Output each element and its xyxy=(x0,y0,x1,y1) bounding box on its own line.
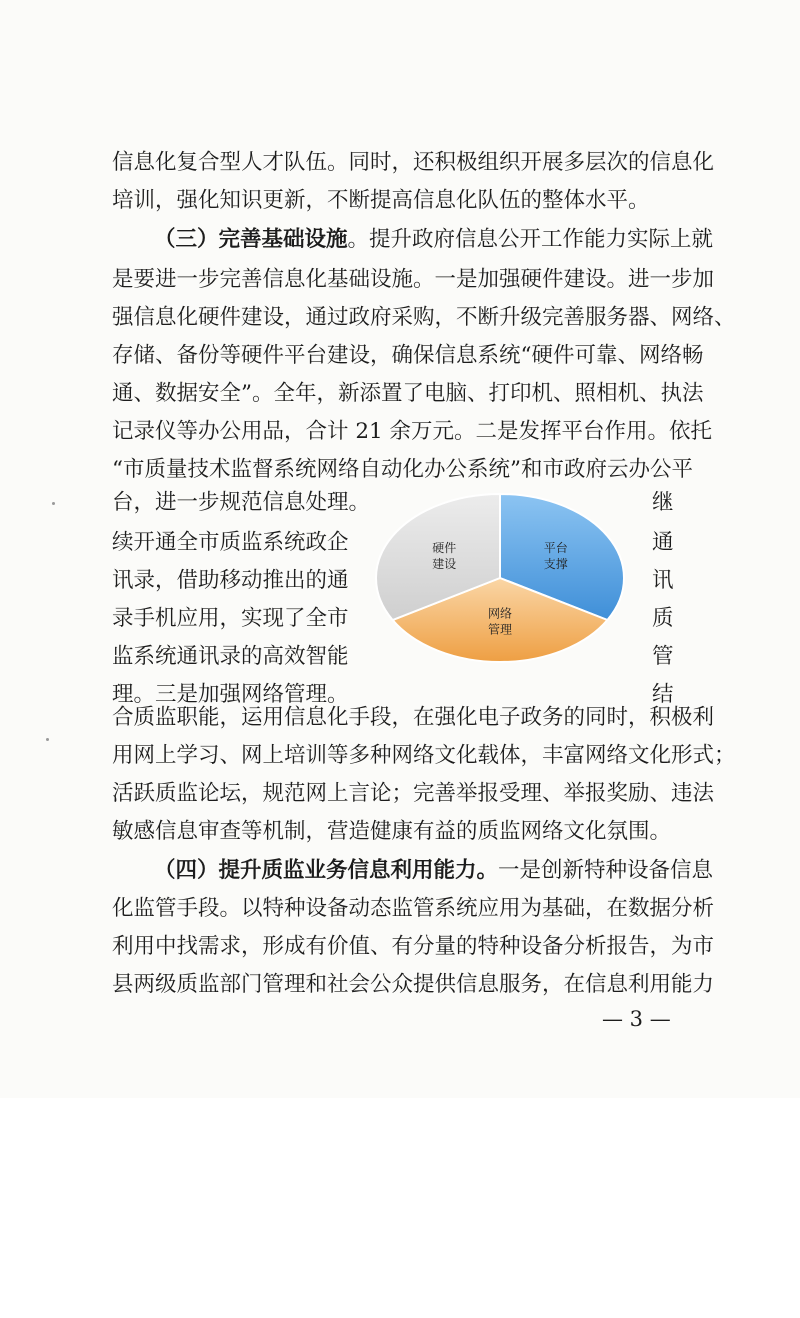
text-line: “市质量技术监督系统网络自动化办公系统”和市政府云办公平 xyxy=(112,457,693,482)
pie-label-platform-2: 支撑 xyxy=(543,557,568,572)
page-number: — 3 — xyxy=(602,1007,671,1031)
text-line: 利用中找需求，形成有价值、有分量的特种设备分析报告，为市 xyxy=(112,934,715,959)
text-line: 培训，强化知识更新，不断提高信息化队伍的整体水平。 xyxy=(112,188,650,213)
text-line: 台，进一步规范信息处理。 xyxy=(112,490,371,515)
side-char: 通 xyxy=(652,530,674,555)
pie-label-network-2: 管理 xyxy=(487,622,513,637)
text-line: 是要进一步完善信息化基础设施。一是加强硬件建设。进一步加 xyxy=(112,267,715,292)
pie-label-hardware-2: 建设 xyxy=(432,557,457,572)
text-line: 理。三是加强网络管理。 xyxy=(112,682,349,707)
side-char: 管 xyxy=(652,644,674,669)
section-three-heading: 完善基础设施 xyxy=(218,227,348,252)
text-line: 录手机应用，实现了全市 xyxy=(112,606,349,631)
pie-label-hardware-1: 硬件 xyxy=(432,541,457,556)
text-line: 讯录，借助移动推出的通 xyxy=(112,568,349,593)
text-line: 通、数据安全”。全年，新添置了电脑、打印机、照相机、执法 xyxy=(112,381,704,406)
text-line: 化监管手段。以特种设备动态监管系统应用为基础，在数据分析 xyxy=(112,896,715,921)
side-char: 继 xyxy=(652,490,674,515)
side-char: 质 xyxy=(652,606,674,631)
section-three-line xyxy=(154,225,714,255)
text-run: 一是创新特种设备信息 xyxy=(498,858,714,883)
scan-dot xyxy=(46,738,49,741)
scan-dot xyxy=(52,502,55,505)
text-line: 存储、备份等硬件平台建设，确保信息系统“硬件可靠、网络畅 xyxy=(112,343,704,368)
text-line: 活跃质监论坛，规范网上言论；完善举报受理、举报奖励、违法 xyxy=(112,781,715,806)
text-line: 记录仪等办公用品，合计 21 余万元。二是发挥平台作用。依托 xyxy=(112,419,713,444)
text-line: 用网上学习、网上培训等多种网络文化载体，丰富网络文化形式； xyxy=(112,743,736,768)
pie-label-network-1: 网络 xyxy=(487,606,513,621)
text-line: 强信息化硬件建设，通过政府采购，不断升级完善服务器、网络、 xyxy=(112,305,736,330)
text-line: 合质监职能，运用信息化手段，在强化电子政务的同时，积极利 xyxy=(112,705,715,730)
blank-area xyxy=(0,1098,800,1318)
text-line: 敏感信息审查等机制，营造健康有益的质监网络文化氛围。 xyxy=(112,819,672,844)
text-line: 信息化复合型人才队伍。同时，还积极组织开展多层次的信息化 xyxy=(112,150,715,175)
section-four-heading: （四）提升质监业务信息利用能力。 xyxy=(154,858,499,883)
text-line: 续开通全市质监系统政企 xyxy=(112,530,349,555)
section-three-heading-punct: 。 xyxy=(347,227,370,252)
section-four-line xyxy=(154,856,714,886)
text-line: 县两级质监部门管理和社会公众提供信息服务，在信息利用能力 xyxy=(112,972,715,997)
pie-chart xyxy=(372,488,628,670)
pie-label-platform-1: 平台 xyxy=(543,541,568,556)
text-line: 监系统通讯录的高效智能 xyxy=(112,644,349,669)
text-run: 提升政府信息公开工作能力实际上就 xyxy=(369,227,714,252)
section-three-prefix: （三） xyxy=(154,227,219,252)
side-char: 讯 xyxy=(652,568,674,593)
side-char: 结 xyxy=(652,682,674,707)
